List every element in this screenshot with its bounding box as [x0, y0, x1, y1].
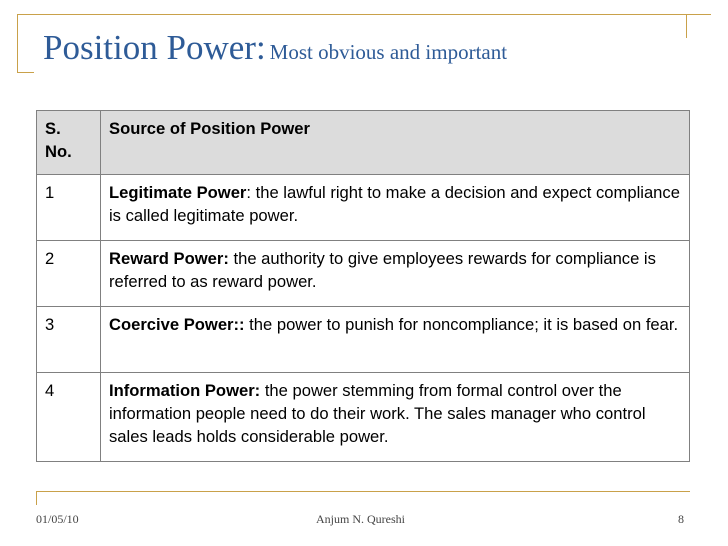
power-term: Information Power:	[109, 381, 261, 400]
footer-divider	[36, 491, 690, 492]
footer-page-number: 8	[678, 512, 684, 526]
position-power-table	[36, 110, 690, 462]
slide-title-main: Position Power:	[43, 28, 266, 67]
decorative-border-left	[17, 14, 18, 72]
power-definition: the power stemming from formal control over the information people need to do their work. The sales manager who control sales leads holds considerable power.	[109, 381, 646, 446]
footer-author: Anjum N. Qureshi	[316, 512, 405, 526]
footer-divider-tick	[36, 491, 37, 505]
power-term: Reward Power:	[109, 249, 229, 268]
decorative-border-right	[686, 14, 687, 38]
header-source: Source of Position Power	[101, 111, 690, 175]
row-description	[101, 307, 690, 373]
row-number: 2	[37, 241, 101, 307]
row-number: 4	[37, 373, 101, 462]
row-description	[101, 373, 690, 462]
row-number: 1	[37, 175, 101, 241]
power-definition: the authority to give employees rewards for compliance is referred to as reward power.	[109, 249, 656, 291]
decorative-border-top	[17, 14, 711, 15]
table-row	[37, 175, 690, 241]
table-row	[37, 241, 690, 307]
table-row	[37, 307, 690, 373]
table-header-row	[37, 111, 690, 175]
table-row	[37, 373, 690, 462]
footer-date: 01/05/10	[36, 512, 79, 526]
slide-title	[43, 28, 507, 68]
power-term: Coercive Power::	[109, 315, 245, 334]
header-serial-number: S. No.	[37, 111, 101, 175]
row-number: 3	[37, 307, 101, 373]
power-term: Legitimate Power	[109, 183, 247, 202]
decorative-title-tick	[17, 72, 34, 73]
row-description	[101, 175, 690, 241]
power-definition: the power to punish for noncompliance; it is based on fear.	[244, 315, 679, 334]
slide-title-subtitle: Most obvious and important	[269, 40, 508, 64]
power-definition: : the lawful right to make a decision and expect compliance is called legitimate power.	[109, 183, 680, 225]
row-description	[101, 241, 690, 307]
